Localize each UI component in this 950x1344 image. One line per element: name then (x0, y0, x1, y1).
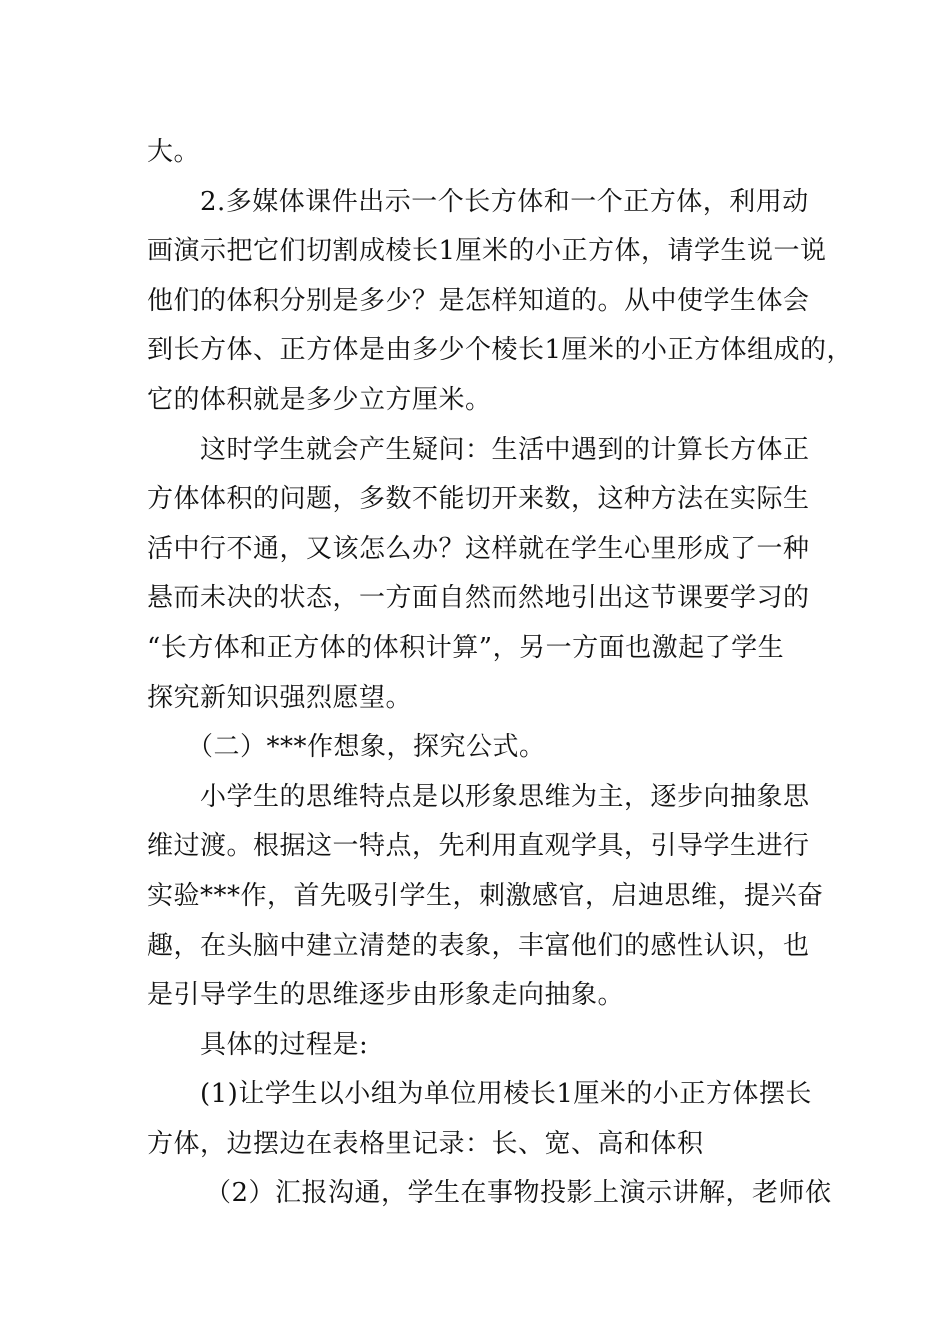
text-line-15: 维过渡。根据这一特点，先利用直观学具，引导学生进行 (147, 831, 810, 862)
text-line-7: 这时学生就会产生疑问：生活中遇到的计算长方体正 (200, 434, 810, 465)
text-line-6: 它的体积就是多少立方厘米。 (147, 384, 492, 415)
text-line-4: 他们的体积分别是多少？是怎样知道的。从中使学生体会 (147, 285, 810, 316)
body-text (147, 128, 854, 1219)
text-line-8: 方体体积的问题，多数不能切开来数，这种方法在实际生 (147, 484, 810, 515)
text-line-10: 悬而未决的状态，一方面自然而然地引出这节课要学习的 (147, 583, 810, 614)
text-line-20: (1)让学生以小组为单位用棱长1厘米的小正方体摆长 (200, 1079, 812, 1110)
text-line-18: 是引导学生的思维逐步由形象走向抽象。 (147, 980, 625, 1011)
section-heading: （二）***作想象，探究公式。 (187, 732, 546, 763)
text-line-3: 画演示把它们切割成棱长1厘米的小正方体，请学生说一说 (147, 236, 827, 267)
text-line-11: “长方体和正方体的体积计算”，另一方面也激起了学生 (147, 632, 785, 663)
text-line-21: 方体，边摆边在表格里记录：长、宽、高和体积 (147, 1128, 704, 1159)
text-line-2: 2.多媒体课件出示一个长方体和一个正方体，利用动 (200, 186, 809, 217)
text-line-17: 趣，在头脑中建立清楚的表象，丰富他们的感性认识，也 (147, 930, 810, 961)
text-line-14: 小学生的思维特点是以形象思维为主，逐步向抽象思 (200, 781, 810, 812)
text-line-5: 到长方体、正方体是由多少个棱长1厘米的小正方体组成的， (147, 335, 854, 366)
text-line-9: 活中行不通，又该怎么办？这样就在学生心里形成了一种 (147, 533, 810, 564)
text-line-12: 探究新知识强烈愿望。 (147, 682, 413, 713)
text-line-16: 实验***作，首先吸引学生，刺激感官，启迪思维，提兴奋 (147, 880, 824, 911)
text-line-1: 大。 (147, 137, 201, 167)
text-line-19: 具体的过程是: (200, 1029, 369, 1060)
text-line-22: （2）汇报沟通，学生在事物投影上演示讲解，老师依 (205, 1178, 832, 1209)
